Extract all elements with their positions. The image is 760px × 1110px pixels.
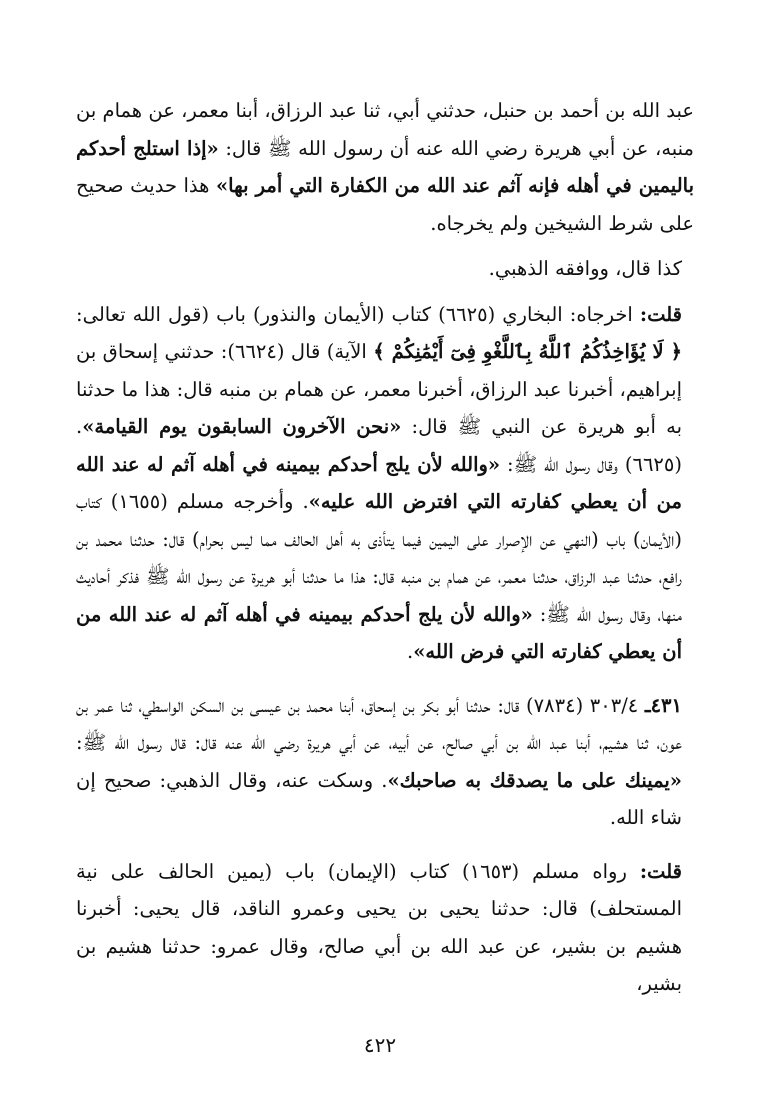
note-text: كذا قال، ووافقه الذهبي. [488,257,682,280]
commentary-text: . وأخرجه مسلم (١٦٥٥) كتاب (الأيمان) باب (النهي عن الإصرار على اليمين فيما يتأذى به أهل الحالف مما ليس بحرام) قال: حدثنا محمد بن رافع، حدثنا عبد الرزاق، حدثنا معمر، عن همام بن منبه قال: هذا ما حدثنا أبو هريرة عن رسول الله ﷺ فذكر أحاديث منها، وقال رسول الله ﷺ: [76,490,682,626]
commentary-text: . (٦٦٢٥) وقال رسول الله ﷺ: [76,415,682,476]
dhahabi-note [76,250,694,288]
grading-text: هذا حديث صحيح على شرط الشيخين ولم يخرجاه. [76,174,694,235]
hadith-quote: «والله لأن يلج أحدكم بيمينه في أهله آثم له عند الله من أن يعطي كفارته التي فرض الله» [76,602,682,663]
commentary-paragraph [76,296,694,671]
commentary-text: . [407,640,414,663]
hadith-number: ٤٣١ـ [644,693,682,717]
isnad-text: ٣٠٣/٤ (٧٨٣٤) قال: حدثنا أبو بكر بن إسحاق، أبنا محمد بن عيسى بن السكن الواسطي، ثنا عمر بن عون، ثنا هشيم، أبنا عبد الله بن أبي صالح، عن أبيه، عن أبي هريرة رضي الله عنه قال: قال رسول الله ﷺ: [76,693,682,754]
hadith-quote: «نحن الآخرون السابقون يوم القيامة» [82,415,402,438]
hadith-quote: «يمينك على ما يصدقك به صاحبك» [387,768,682,792]
commentary-label: قلت: [639,859,682,883]
page-content [76,92,694,1003]
commentary-label: قلت: [639,302,682,326]
quran-verse: ﴿ لَا يُؤَاخِذُكُمُ ٱللَّهُ بِٱللَّغْوِ فِىٓ أَيْمَٰنِكُمْ ﴾ [373,340,682,363]
commentary-text: رواه مسلم (١٦٥٣) كتاب (الإيمان) باب (يمين الحالف على نية المستحلف) قال: حدثنا يحيى بن يحيى وعمرو الناقد، قال يحيى: أخبرنا هشيم بن بشير، عن عبد الله بن أبي صالح، وقال عمرو: حدثنا هشيم بن بشير، [76,859,682,995]
grading-text: . وسكت عنه، وقال الذهبي: صحيح إن شاء الله. [76,768,682,829]
isnad-text: عبد الله بن أحمد بن حنبل، حدثني أبي، ثنا عبد الرزاق، أبنا معمر، عن همام بن منبه، عن أبي هريرة رضي الله عنه أن رسول الله ﷺ قال: [76,99,694,160]
commentary-paragraph [76,853,694,1003]
hadith-text-paragraph [76,92,694,242]
commentary-text: الآية) قال (٦٦٢٤): حدثني إسحاق بن إبراهيم، أخبرنا عبد الرزاق، أخبرنا معمر، عن همام بن منبه قال: هذا ما حدثنا به أبو هريرة عن النبي ﷺ قال: [76,340,682,438]
hadith-entry-431 [76,687,694,837]
page-number: ٤٢٢ [363,1033,397,1057]
hadith-quote: «إذا استلج أحدكم باليمين في أهله فإنه آثم عند الله من الكفارة التي أمر بها» [76,136,695,197]
hadith-quote: «والله لأن يلج أحدكم بيمينه في أهله آثم له عند الله من أن يعطي كفارته التي افترض الله عليه» [76,452,682,513]
commentary-text: اخرجاه: البخاري (٦٦٢٥) كتاب (الأيمان والنذور) باب (قول الله تعالى: [76,302,640,326]
